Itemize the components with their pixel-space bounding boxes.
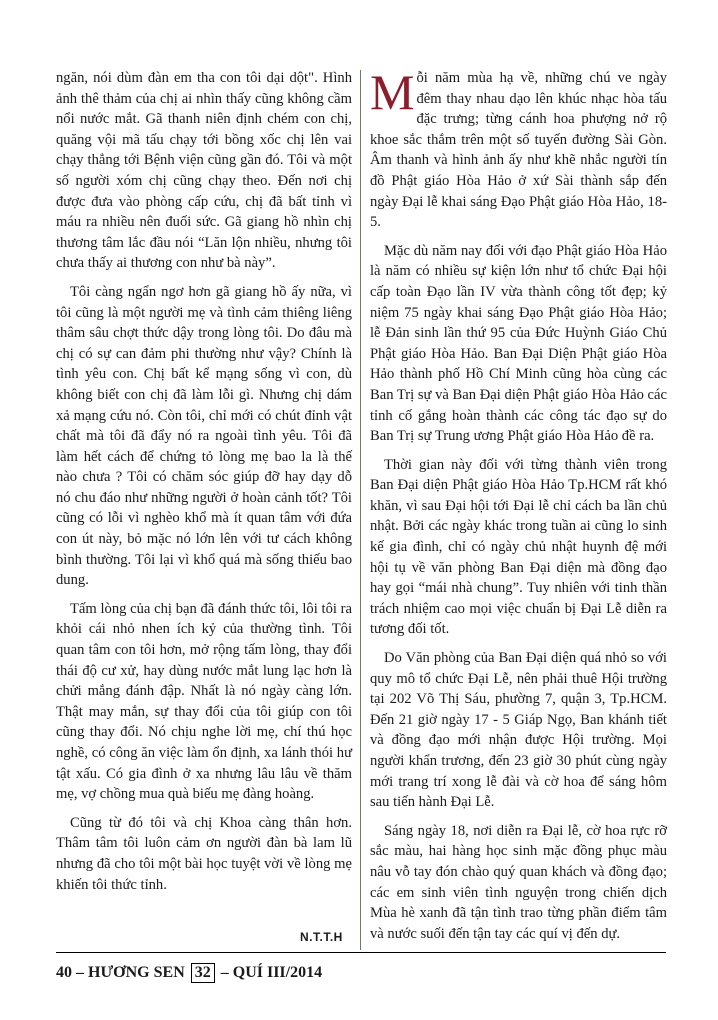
column-divider xyxy=(360,70,361,950)
page-footer xyxy=(56,963,322,983)
footer-page-prefix: 40 – HƯƠNG SEN xyxy=(56,964,185,981)
drop-cap: M xyxy=(370,64,415,120)
left-paragraph-1: ngăn, nói dùm đàn em tha con tôi dại dột". Hình ảnh thê thảm của chị ai nhìn thấy cũng không cầm nổi nước mắt. Gã thanh niên định chém con chị, quăng vội mã tấu chạy tới bồng xốc chị lên vai chạy thẳng tới Bệnh viện cũng gần đó. Tôi và một số người xóm chị cũng chạy theo. Đến nơi chị được đưa vào phòng cấp cứu, chị đã bất tỉnh vì máu ra nhiều nên đuối sức. Gã giang hồ nhìn chị thương tâm lắc đầu nói “Lăn lộn nhiều, nhưng tôi chưa thấy ai thương con như bà này”. xyxy=(56,70,352,272)
right-paragraph-1 xyxy=(370,64,667,233)
issue-number-badge: 32 xyxy=(191,963,215,983)
right-paragraph-1-text: ỗi năm mùa hạ về, những chú ve ngày đêm thay nhau dạo lên khúc nhạc hòa tấu đặc trưng; từng cánh hoa phượng nở rộ khoe sắc thắm trên một số tuyến đường Sài Gòn. Âm thanh và hình ảnh ấy như khẽ nhắc người tín đồ Phật giáo Hòa Hảo ở xứ Sài thành sắp đến ngày Đại lễ khai sáng Đạo Phật giáo Hòa Hảo, 18-5. xyxy=(370,70,667,231)
left-paragraph-3: Tấm lòng của chị bạn đã đánh thức tôi, lôi tôi ra khỏi cái nhỏ nhen ích kỷ của thường tình. Tôi quan tâm con tôi hơn, mở rộng tấm lòng, thay đổi thái độ cư xử, hay dùng nước mắt lung lạc hơn là chửi mắng đánh đập. Nhất là nó ngày càng lớn. Thật may mắn, sự thay đổi của tôi giúp con tôi cũng thay đổi. Nó chịu nghe lời mẹ, chí thú học nghề, có công ăn việc làm ổn định, xa lánh thói hư tật xấu. Có gia đình ở xa nhưng lâu lâu về thăm mẹ, vợ chồng mua quà biếu mẹ đàng hoàng. xyxy=(56,600,352,803)
right-paragraph-3: Thời gian này đối với từng thành viên trong Ban Đại diện Phật giáo Hòa Hảo Tp.HCM rất khó khăn, vì sau Đại hội tới Đại lễ chỉ cách ba lần chủ nhật. Bởi các ngày khác trong tuần ai cũng lo sinh kế gia đình, chỉ có ngày chủ nhật huynh đệ mới hội tụ về văn phòng Ban Đại diện mà đồng đạo hay gọi “mái nhà chung”. Tuy nhiên với tinh thần trách nhiệm cao mọi việc chuẩn bị Đại Lễ diễn ra tương đối tốt. xyxy=(370,456,667,638)
right-paragraph-5: Sáng ngày 18, nơi diễn ra Đại lễ, cờ hoa rực rỡ sắc màu, hai hàng học sinh mặc đồng phục màu nâu vỗ tay đón chào quý quan khách và đồng đạo; các em sinh viên tình nguyện trong chiến dịch Mùa hè xanh đã tận tình trao từng phần điểm tâm và nước suối đến tận tay các quí vị đến dự. xyxy=(370,822,667,942)
footer-rule xyxy=(56,952,666,953)
left-paragraph-4: Cũng từ đó tôi và chị Khoa càng thân hơn. Thâm tâm tôi luôn cảm ơn người đàn bà lam lũ nhưng đã cho tôi một bài học tuyệt vời về lòng mẹ khiến tôi thức tỉnh. xyxy=(56,814,352,893)
left-column xyxy=(56,68,352,903)
author-signature: N.T.T.H xyxy=(300,930,343,944)
right-column xyxy=(370,64,667,952)
footer-page-suffix: – QUÍ III/2014 xyxy=(220,964,323,981)
left-paragraph-2: Tôi càng ngẩn ngơ hơn gã giang hồ ấy nữa, vì tôi cũng là một người mẹ và tình cảm thiêng liêng thâm sâu chợt thức dậy trong lòng tôi. Do đâu mà chị có sự can đảm phi thường như vậy? Chính là tình yêu con. Chị bất kể mạng sống vì con, dù không biết con chị đã làm lỗi gì. Nhưng chị dám xả mạng cứu nó. Còn tôi, chỉ mới có chút đỉnh vật chất mà tôi đã đẩy nó ra ngoài tình yêu. Tôi đã làm hết cách để chứng tỏ lòng mẹ bao la là thế nào chưa ? Tôi có chăm sóc giúp đỡ hay dạy dỗ nó chu đáo như những người ở hoàn cảnh tốt? Tôi cũng có lỗi vì nghèo khổ mà ít quan tâm với đứa con út này, bỏ mặc nó lớn lên với tư cách không bình thường. Tôi lại vì khổ quá mà sống thiếu bao dung. xyxy=(56,283,352,589)
right-paragraph-2: Mặc dù năm nay đối với đạo Phật giáo Hòa Hảo là năm có nhiều sự kiện lớn như tổ chức Đại hội cấp toàn Đạo lần IV vừa thành công tốt đẹp; kỷ niệm 75 ngày khai sáng Đạo Phật giáo Hòa Hảo; lễ Đản sinh lần thứ 95 của Đức Huỳnh Giáo Chủ Phật giáo Hòa Hảo. Ban Đại Diện Phật giáo Hòa Hảo thành phố Hồ Chí Minh cũng hòa cùng các Ban Trị sự và Ban Đại diện Phật giáo Hòa Hảo các tỉnh cố gắng hoàn thành các công tác đạo sự do Ban Trị sự Trung ương Phật giáo Hòa Hảo đề ra. xyxy=(370,242,667,445)
right-paragraph-4: Do Văn phòng của Ban Đại diện quá nhỏ so với quy mô tổ chức Đại Lễ, nên phải thuê Hội trường tại 202 Võ Thị Sáu, phường 7, quận 3, Tp.HCM. Đến 21 giờ ngày 17 - 5 Giáp Ngọ, Ban khánh tiết và đồng đạo mới nhận được Hội trường. Mọi người khẩn trương, đến 23 giờ 30 phút cùng ngày mới trang trí xong lễ đài và cờ hoa để sáng hôm sau tiến hành Đại Lễ. xyxy=(370,650,667,811)
